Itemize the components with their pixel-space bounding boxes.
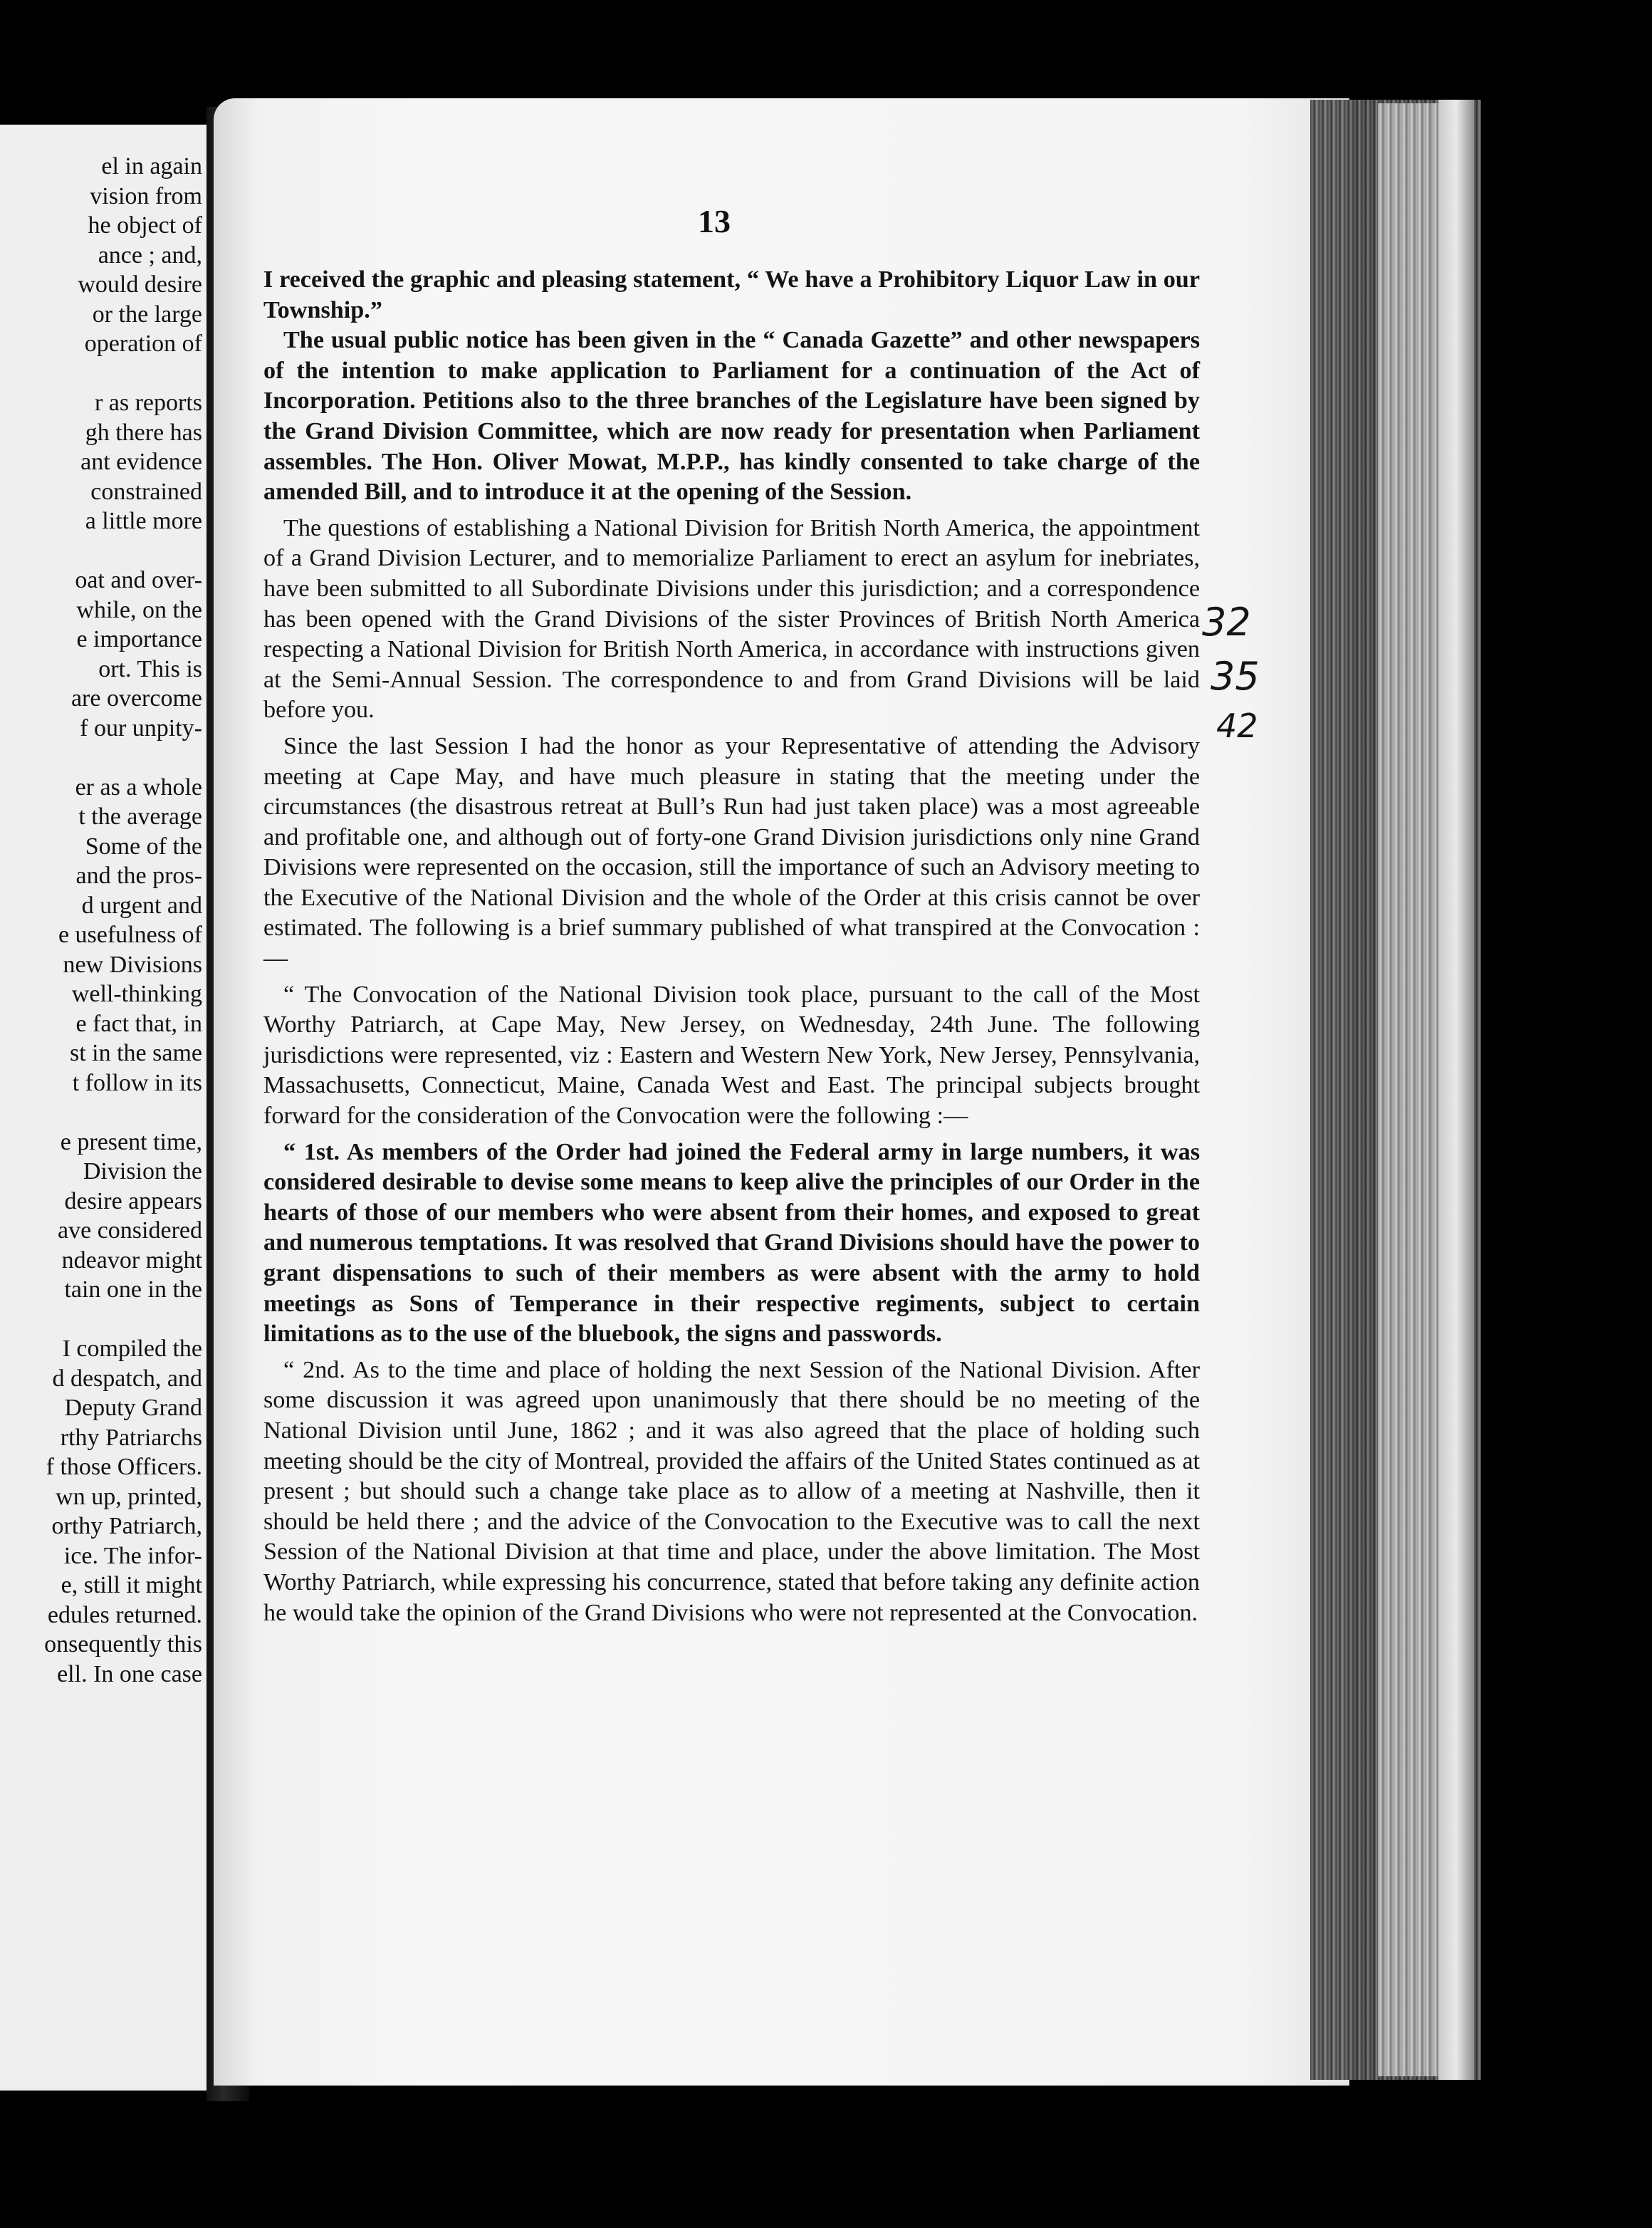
facing-page-line: f those Officers. (46, 1454, 202, 1480)
paragraph-4: Since the last Session I had the honor as your Representative of attending the Advisory meeting at Cape May, and have much pleasure in stating that the meeting under the circumstances (the disastrous retreat at Bull’s Run had just taken place) was a most agreeable and profitable one, and although out of forty-one Grand Division jurisdictions only nine Grand Divisions were represented on the occasion, still the importance of such an Advisory meeting to the Executive of the National Division and the whole of the Order at this crisis cannot be over estimated. The following is a brief summary published of what transpired at the Convocation :— (263, 732, 1200, 972)
paragraph-2: The usual public notice has been given in the “ Canada Gazette” and other newspapers of the intention to make application to Parliament for a continuation of the Act of Incorporation. Petitions also to the three branches of the Legislature have been signed by the Grand Division Committee, which are now ready for presentation when Parliament assembles. The Hon. Oliver Mowat, M.P.P., has kindly consented to take charge of the amended Bill, and to introduce it at the opening of the Session. (263, 327, 1200, 506)
facing-page-line: e, still it might (61, 1572, 202, 1598)
facing-page-line: ort. This is (98, 655, 202, 682)
facing-page-line: e fact that, in (75, 1010, 202, 1037)
facing-page-line: e importance (76, 626, 202, 652)
facing-page-line: are overcome (70, 685, 202, 712)
facing-page-line: Deputy Grand (64, 1395, 202, 1421)
facing-page-line: desire appears (64, 1187, 202, 1214)
facing-page-line: tain one in the (64, 1276, 202, 1303)
facing-page-line: Some of the (85, 833, 202, 860)
facing-page-line: or the large (92, 301, 202, 328)
facing-page-line: new Divisions (63, 951, 202, 978)
handwritten-note-1: 32 (1202, 600, 1251, 645)
facing-page-line: a little more (85, 508, 202, 534)
facing-page-line: operation of (84, 330, 202, 357)
paragraph-3: The questions of establishing a National Division for British North America, the appointment of a Grand Division Lecturer, and to memorialize Parliament to erect an asylum for inebriates, have been submitted to all Subordinate Divisions under this jurisdiction; and a correspondence has been opened with the Grand Divisions of the sister Provinces of British North America respecting a National Division for British North America, in accordance with instructions given at the Semi-Annual Session. The correspondence to and from Grand Divisions will be laid before you. (263, 514, 1200, 724)
facing-page-line: gh there has (85, 419, 202, 446)
facing-page-line: and the pros- (75, 863, 202, 889)
facing-page-line: ant evidence (80, 449, 202, 475)
facing-page-line: would desire (78, 271, 202, 298)
facing-page-line: t follow in its (72, 1069, 202, 1096)
facing-page-line: I compiled the (62, 1336, 202, 1362)
facing-page-line: ave considered (58, 1217, 202, 1244)
facing-page-line: onsequently this (44, 1631, 202, 1657)
facing-page-line: ndeavor might (61, 1246, 202, 1274)
facing-page-line: rthy Patriarchs (60, 1424, 202, 1451)
facing-page-line: d urgent and (81, 892, 202, 919)
facing-page-line: while, on the (76, 596, 202, 623)
facing-page-line: e present time, (60, 1128, 202, 1155)
paragraph-1: I received the graphic and pleasing statement, “ We have a Prohibitory Liquor Law in our Township.” (263, 266, 1200, 323)
facing-page-line: t the average (78, 803, 202, 830)
handwritten-note-3: 42 (1216, 707, 1258, 745)
paragraph-5: “ The Convocation of the National Division took place, pursuant to the call of the Most Worthy Patriarch, at Cape May, New Jersey, on Wednesday, 24th June. The following jurisdictions were represented, viz : Eastern and Western New York, New Jersey, Pennsylvania, Massachusetts, Connecticut, Maine, Canada West and East. The principal subjects brought forward for the consideration of the Convocation were the following :— (263, 981, 1200, 1130)
facing-page-line: d despatch, and (52, 1365, 202, 1392)
facing-page-line: he object of (88, 212, 202, 239)
page-number: 13 (698, 203, 731, 239)
paragraph-6: “ 1st. As members of the Order had joined the Federal army in large numbers, it was considered desirable to devise some means to keep alive the principles of our Order in the hearts of those of our members who were absent from their homes, and exposed to great and numerous temptations. It was resolved that Grand Divisions should have the power to grant dispensations to such of their members as were absent with the army to hold meetings as Sons of Temperance in their respective regiments, subject to certain limitations as to the use of the bluebook, the signs and passwords. (263, 1138, 1200, 1348)
facing-page-line: er as a whole (75, 774, 202, 801)
facing-page-line: oat and over- (75, 567, 202, 593)
facing-page-line: el in again (101, 153, 202, 179)
facing-page-line: f our unpity- (80, 714, 202, 741)
facing-page-line: well-thinking (71, 981, 202, 1007)
page-edges-outer (1438, 100, 1474, 2080)
facing-page-line: wn up, printed, (56, 1483, 202, 1510)
paragraph-7: “ 2nd. As to the time and place of holding the next Session of the National Division. After some discussion it was agreed upon unanimously that there should be no meeting of the National Division until June, 1862 ; and it was also agreed that the place of holding such meeting should be the city of Montreal, provided the affairs of the United States continued as at present ; but should such a change take place as to allow of a meeting at Nashville, then it should be held there ; and the advice of the Convocation to the Executive was to call the next Session of the National Division at that time and place, under the above limitation. The Most Worthy Patriarch, while expressing his concurrence, stated that before taking any definite action he would take the opinion of the Grand Divisions who were not represented at the Convocation. (263, 1356, 1200, 1626)
page-edges-light (1378, 103, 1442, 2076)
handwritten-note-2: 35 (1211, 654, 1260, 699)
facing-page-line: ance ; and, (98, 241, 202, 269)
facing-page-line: ice. The infor- (63, 1542, 202, 1569)
facing-page-line: Division the (83, 1158, 202, 1185)
facing-page-line: ell. In one case (57, 1660, 202, 1687)
facing-page-line: vision from (90, 182, 202, 209)
facing-page-line: st in the same (69, 1040, 202, 1066)
facing-page-line: orthy Patriarch, (51, 1513, 202, 1539)
facing-page-line: e usefulness of (58, 922, 202, 948)
body-text (263, 265, 1200, 1628)
facing-page-line: constrained (90, 478, 202, 505)
facing-page-line: edules returned. (47, 1601, 202, 1628)
facing-page-fragment (0, 125, 209, 2091)
facing-page-line: r as reports (94, 390, 202, 416)
